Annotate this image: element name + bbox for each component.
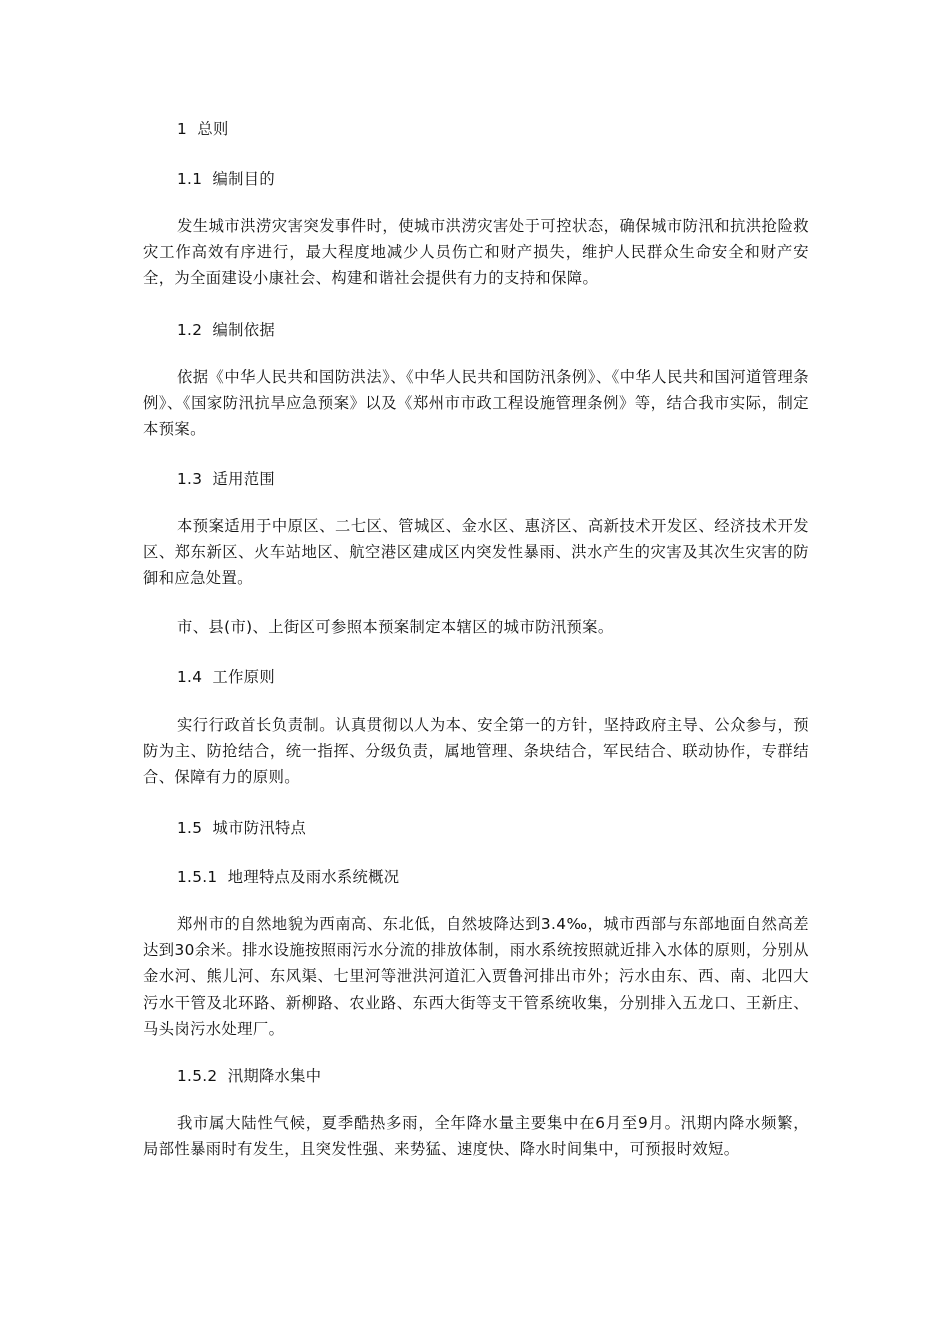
heading-geography: 1.5.1 地理特点及雨水系统概况: [177, 868, 400, 886]
paragraph-purpose: 发生城市洪涝灾害突发事件时，使城市洪涝灾害处于可控状态，确保城市防汛和抗洪抢险救灾工作高效有序进行，最大程度地减少人员伤亡和财产损失，维护人民群众生命安全和财产安全，为全面建设小康社会、构建和谐社会提供有力的支持和保障。: [143, 217, 809, 288]
heading-general: 1 总则: [177, 120, 229, 138]
heading-flood-features: 1.5 城市防汛特点: [177, 819, 307, 837]
heading-principles: 1.4 工作原则: [177, 668, 275, 686]
paragraph-geography: 郑州市的自然地貌为西南高、东北低，自然坡降达到3.4‰，城市西部与东部地面自然高差达到30余米。排水设施按照雨污水分流的排放体制，雨水系统按照就近排入水体的原则，分别从金水河、熊儿河、东风渠、七里河等泄洪河道汇入贾鲁河排出市外；污水由东、西、南、北四大污水干管及北环路、新柳路、农业路、东西大街等支干管系统收集，分别排入五龙口、王新庄、马头岗污水处理厂。: [143, 915, 809, 1038]
paragraph-scope: 本预案适用于中原区、二七区、管城区、金水区、惠济区、高新技术开发区、经济技术开发区、郑东新区、火车站地区、航空港区建成区内突发性暴雨、洪水产生的灾害及其次生灾害的防御和应急处置。: [143, 517, 809, 588]
heading-basis: 1.2 编制依据: [177, 321, 275, 339]
paragraph-basis: 依据《中华人民共和国防洪法》、《中华人民共和国防汛条例》、《中华人民共和国河道管理条例》、《国家防汛抗旱应急预案》以及《郑州市市政工程设施管理条例》等，结合我市实际，制定本预案。: [143, 368, 809, 439]
heading-purpose: 1.1 编制目的: [177, 170, 275, 188]
heading-precipitation: 1.5.2 汛期降水集中: [177, 1067, 322, 1085]
paragraph-scope-reference: 市、县(市)、上街区可参照本预案制定本辖区的城市防汛预案。: [177, 618, 614, 636]
paragraph-precipitation: 我市属大陆性气候，夏季酷热多雨，全年降水量主要集中在6月至9月。汛期内降水频繁，局部性暴雨时有发生，且突发性强、来势猛、速度快、降水时间集中，可预报时效短。: [143, 1114, 809, 1159]
paragraph-principles: 实行行政首长负责制。认真贯彻以人为本、安全第一的方针，坚持政府主导、公众参与，预防为主、防抢结合，统一指挥、分级负责，属地管理、条块结合，军民结合、联动协作，专群结合、保障有力的原则。: [143, 716, 809, 787]
heading-scope: 1.3 适用范围: [177, 470, 275, 488]
